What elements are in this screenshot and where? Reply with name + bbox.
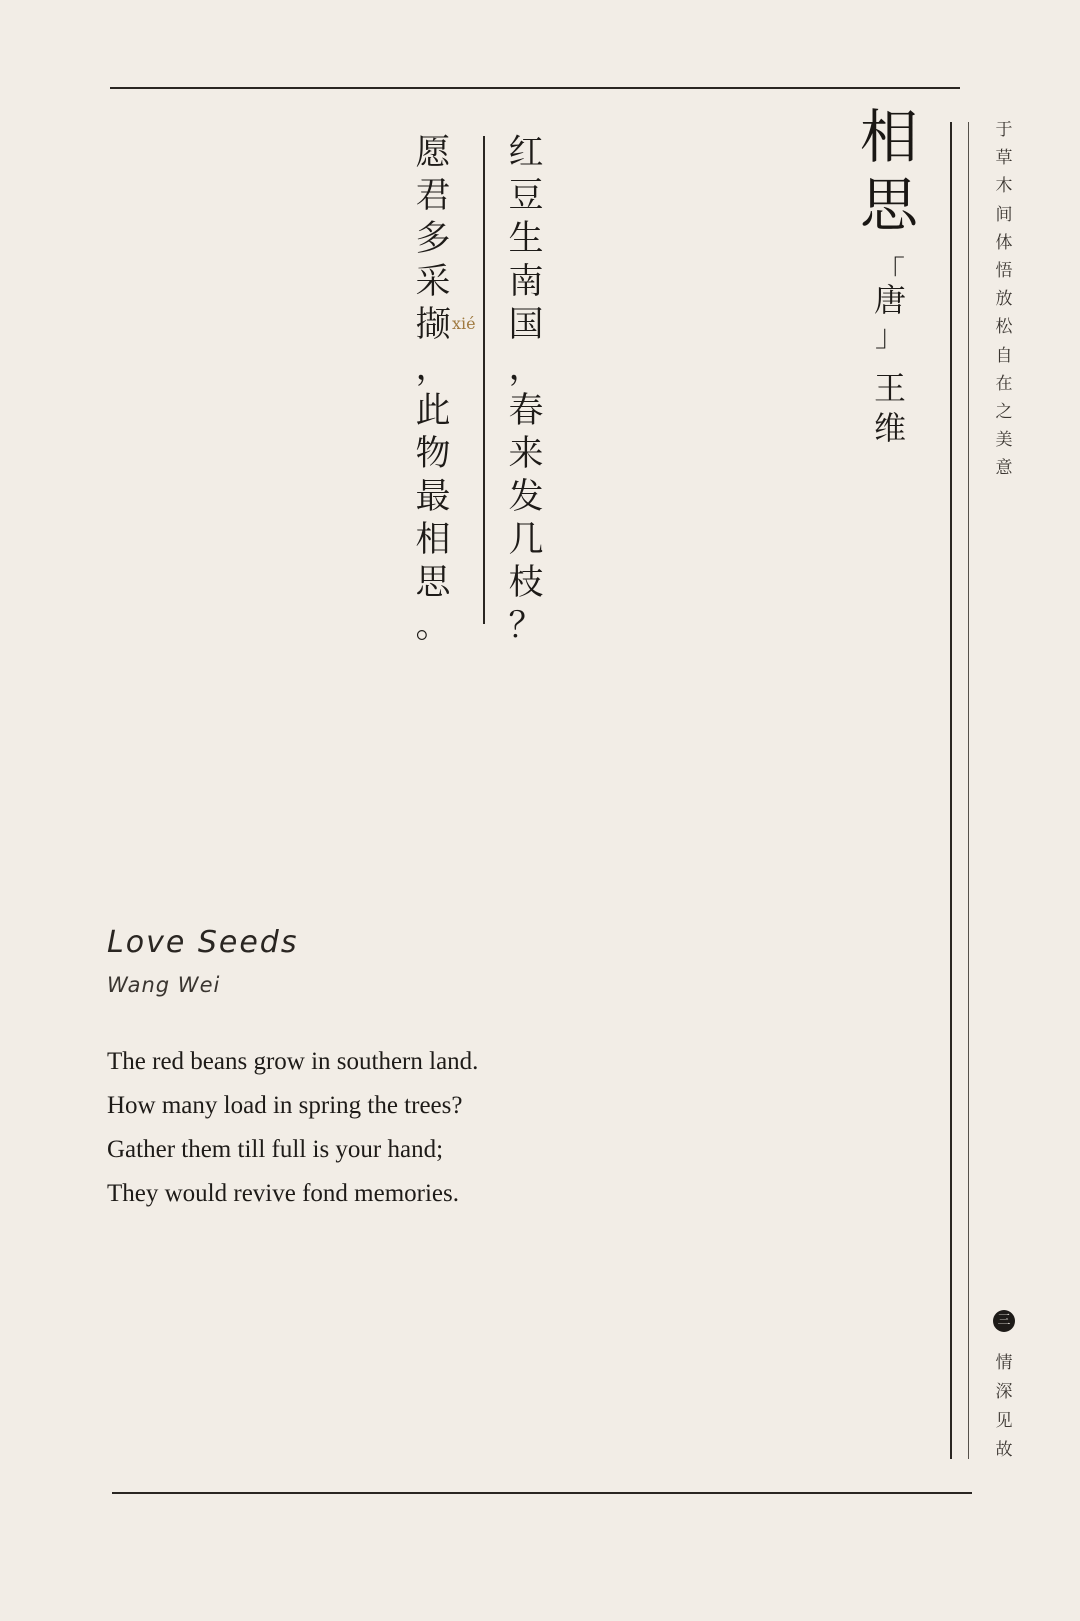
motto-char: 在 [995, 373, 1013, 394]
poem-char: 红 [508, 133, 544, 173]
poem-char: 来 [508, 434, 544, 474]
poem-char: 采 [415, 262, 451, 302]
poem-punct: 。 [415, 606, 451, 646]
translation-title: Love Seeds [107, 925, 299, 960]
chapter-title [992, 1355, 1016, 1471]
poem-char: 撷 [415, 305, 451, 345]
motto-char: 于 [995, 120, 1013, 140]
sidebar-motto [992, 122, 1016, 488]
translation-author: Wang Wei [107, 973, 221, 997]
poem-char: 几 [508, 520, 544, 560]
motto-char: 木 [995, 176, 1013, 197]
poem-line-2 [408, 133, 458, 652]
motto-char: 间 [995, 204, 1013, 225]
poem-char: 此 [415, 391, 451, 431]
translation-line: They would revive fond memories. [107, 1180, 459, 1207]
motto-char: 草 [995, 148, 1013, 169]
chapter-title-char: 深 [995, 1382, 1013, 1402]
poem-char: 南 [508, 262, 544, 302]
poem-punct: ？ [508, 606, 544, 646]
translation-line: How many load in spring the trees? [107, 1092, 463, 1119]
motto-char: 美 [995, 430, 1013, 451]
motto-char: 自 [995, 345, 1013, 366]
motto-char: 体 [995, 232, 1013, 253]
motto-char: 意 [995, 458, 1013, 479]
motto-char: 悟 [995, 260, 1013, 281]
poem-char: 发 [508, 477, 544, 517]
poem-char: 枝 [508, 563, 544, 603]
poem-title [854, 103, 924, 244]
poem-char: 多 [415, 219, 451, 259]
right-margin-thin-rule [968, 122, 969, 1459]
chapter-title-char: 情 [995, 1353, 1013, 1373]
author-char: 王 [873, 369, 906, 407]
poem-char: 国 [508, 305, 544, 345]
poem-char: 愿 [415, 133, 451, 173]
chapter-title-char: 见 [995, 1411, 1013, 1431]
poem-author [868, 369, 912, 452]
poem-char: 豆 [508, 176, 544, 216]
chapter-title-char: 故 [995, 1440, 1013, 1460]
poem-char: 春 [508, 391, 544, 431]
poem-char: 最 [415, 477, 451, 517]
poem-line-1 [501, 133, 551, 652]
era-char: 唐 [873, 281, 906, 319]
poem-char: 相 [415, 520, 451, 560]
era-bracket-close: 」 [875, 319, 905, 354]
poem-punct: ， [508, 348, 544, 388]
poem-char: 思 [415, 563, 451, 603]
poem-era [868, 255, 912, 354]
bottom-rule [112, 1492, 972, 1494]
poem-title-char: 思 [859, 171, 918, 239]
era-bracket-open: 「 [875, 255, 905, 290]
poem-char: 君 [415, 176, 451, 216]
poem-title-char: 相 [859, 103, 918, 171]
author-char: 维 [873, 409, 906, 447]
right-margin-rule [950, 122, 952, 1459]
motto-char: 松 [995, 317, 1013, 338]
translation-line: The red beans grow in southern land. [107, 1048, 479, 1075]
pinyin-annotation: xié [452, 314, 476, 333]
translation-lines [107, 1040, 478, 1216]
chapter-number-badge: 三 [993, 1310, 1015, 1332]
translation-line: Gather them till full is your hand; [107, 1136, 444, 1163]
poem-char: 生 [508, 219, 544, 259]
motto-char: 之 [995, 401, 1013, 422]
top-rule [110, 87, 960, 89]
poem-column-divider [483, 136, 485, 624]
poem-char: 物 [415, 434, 451, 474]
motto-char: 放 [995, 289, 1013, 310]
poem-punct: ， [415, 348, 451, 388]
